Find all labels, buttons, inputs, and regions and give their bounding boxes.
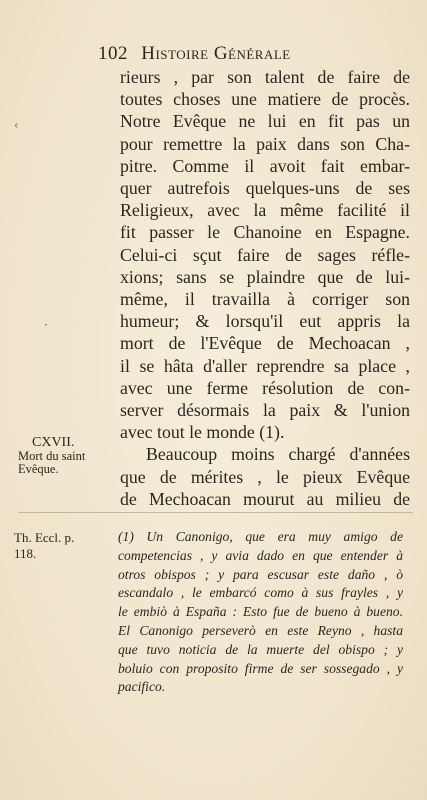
footnote-line: pacifico. bbox=[118, 679, 166, 695]
text-line: même, il travailla à corriger son bbox=[120, 289, 410, 310]
text-line: Religieux, avec la même facilité il bbox=[120, 200, 410, 221]
text-line: humeur; & lorsqu'il eut appris la bbox=[120, 311, 410, 332]
main-text bbox=[120, 66, 410, 510]
running-title: Histoire Générale bbox=[141, 43, 291, 64]
text-line: il se hâta d'aller reprendre sa place , bbox=[120, 355, 410, 376]
margin-note-line: Evêque. bbox=[18, 462, 59, 476]
footnote-divider bbox=[18, 512, 413, 513]
text-line: avec tout le monde (1). bbox=[120, 422, 285, 443]
text-line: pitre. Comme il avoit fait embar- bbox=[120, 155, 410, 176]
text-line: pour remettre la paix dans son Cha- bbox=[120, 133, 410, 154]
footnote-reference bbox=[14, 530, 99, 562]
text-line: rieurs , par son talent de faire de bbox=[120, 67, 410, 87]
text-line: server désormais la paix & l'union bbox=[120, 400, 410, 421]
text-line: toutes choses une matiere de procès. bbox=[120, 89, 410, 110]
text-line: Beaucoup moins chargé d'années bbox=[146, 444, 410, 465]
footnote-line: otros obispos ; y para escusar este daño , ò bbox=[118, 566, 403, 582]
page-blemish: ‹ bbox=[14, 118, 19, 132]
text-line: que de mérites , le pieux Evêque bbox=[120, 466, 410, 487]
text-line: avec une ferme résolution de con- bbox=[120, 377, 410, 398]
footnote bbox=[118, 528, 403, 697]
footnote-line: boluio con proposito firme de ser sossegado , y bbox=[118, 660, 403, 676]
text-line: xions; sans se plaindre que de lui- bbox=[120, 266, 410, 287]
text-line: quer autrefois quelques-uns de ses bbox=[120, 178, 410, 199]
margin-note bbox=[18, 436, 98, 477]
footnote-line: competencias , y avia dado en que entender à bbox=[118, 547, 403, 563]
footnote-line: (1) Un Canonigo, que era muy amigo de bbox=[118, 529, 403, 544]
footnote-line: escandalo , le embarcó como à sus frayles , y bbox=[118, 585, 403, 601]
text-line: de Mechoacan mourut au milieu de bbox=[120, 488, 410, 509]
margin-note-line: Mort du saint bbox=[18, 448, 86, 463]
footnote-line: le embiò à España : Esto fue de bueno à bueno. bbox=[118, 604, 403, 620]
text-line: mort de l'Evêque de Mechoacan , bbox=[120, 333, 410, 354]
footnote-reference-line: 118. bbox=[14, 546, 37, 561]
text-line: fit passer le Chanoine en Espagne. bbox=[120, 222, 410, 243]
page-header bbox=[98, 43, 398, 65]
page-blemish: · bbox=[44, 318, 48, 332]
margin-note-number: CXVII. bbox=[32, 435, 75, 450]
footnote-reference-line: Th. Eccl. p. bbox=[14, 530, 75, 545]
page-number: 102 bbox=[98, 43, 128, 64]
text-line: Notre Evêque ne lui en fit pas un bbox=[120, 111, 410, 132]
text-line: Celui-ci sçut faire de sages réfle- bbox=[120, 244, 410, 265]
footnote-line: que tuvo noticia de la muerte del obispo ; y bbox=[118, 641, 403, 657]
footnote-line: El Canonigo perseverò en este Reyno , hasta bbox=[118, 622, 403, 638]
